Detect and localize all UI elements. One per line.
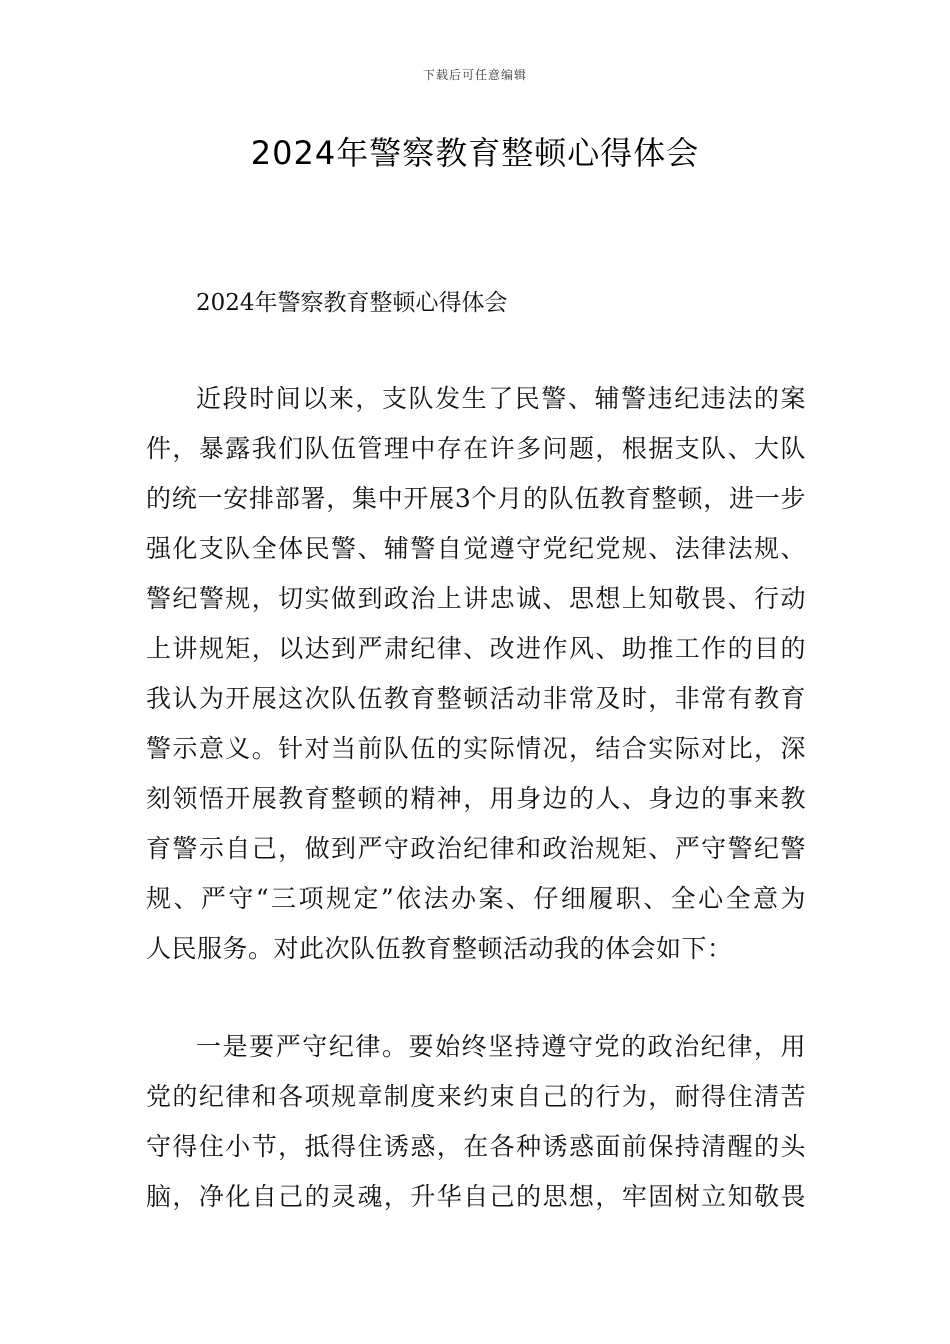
paragraph-line: 我认为开展这次队伍教育整顿活动非常及时，非常有教育 [146,684,806,713]
paragraph-1 [146,374,806,974]
paragraph-line: 警示意义。针对当前队伍的实际情况，结合实际对比，深 [146,734,806,763]
paragraph-line: 强化支队全体民警、辅警自觉遵守党纪党规、法律法规、 [146,534,806,563]
paragraph-line: 规、严守“三项规定”依法办案、仔细履职、全心全意为 [146,884,806,913]
header-note: 下载后可任意编辑 [422,68,527,82]
paragraph-2 [146,1022,806,1222]
paragraph-line: 守得住小节，抵得住诱惑，在各种诱惑面前保持清醒的头 [146,1132,806,1161]
document-title: 2024年警察教育整顿心得体会 [250,134,700,172]
paragraph-line: 警纪警规，切实做到政治上讲忠诚、思想上知敬畏、行动 [146,584,806,613]
paragraph-line: 的统一安排部署，集中开展3个月的队伍教育整顿，进一步 [146,484,806,513]
paragraph-line: 刻领悟开展教育整顿的精神，用身边的人、身边的事来教 [146,784,806,813]
paragraph-line: 一是要严守纪律。要始终坚持遵守党的政治纪律，用 [196,1032,806,1061]
paragraph-line: 近段时间以来，支队发生了民警、辅警违纪违法的案 [196,384,806,413]
paragraph-line: 育警示自己，做到严守政治纪律和政治规矩、严守警纪警 [146,834,806,863]
paragraph-line: 件，暴露我们队伍管理中存在许多问题，根据支队、大队 [146,434,806,463]
document-subtitle: 2024年警察教育整顿心得体会 [196,290,508,316]
paragraph-line: 上讲规矩，以达到严肃纪律、改进作风、助推工作的目的 [146,634,806,663]
paragraph-line: 人民服务。对此次队伍教育整顿活动我的体会如下： [146,934,733,963]
paragraph-line: 脑，净化自己的灵魂，升华自己的思想，牢固树立知敬畏 [146,1182,806,1211]
paragraph-line: 党的纪律和各项规章制度来约束自己的行为，耐得住清苦 [146,1082,806,1111]
